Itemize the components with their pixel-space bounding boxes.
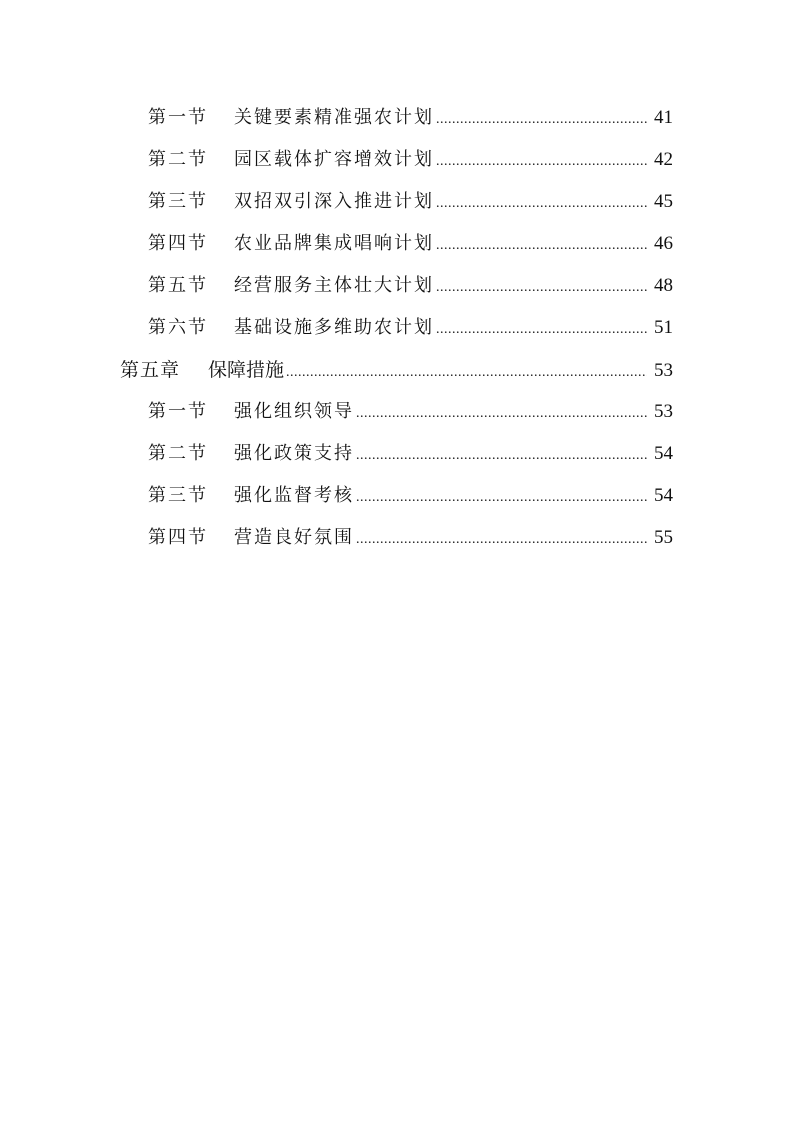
toc-entry-title: 双招双引深入推进计划 <box>234 191 434 212</box>
toc-entry-page: 54 <box>654 485 673 506</box>
toc-entry-number: 第一节 <box>148 107 208 128</box>
toc-entry-number: 第二节 <box>148 149 208 170</box>
toc-leader-dots <box>356 435 647 477</box>
toc-leader-dots <box>356 477 647 519</box>
toc-entry-number: 第二节 <box>148 443 208 464</box>
toc-chapter-title: 保障措施 <box>208 359 285 381</box>
toc-entry[interactable] <box>148 223 673 265</box>
toc-entry-title: 关键要素精准强农计划 <box>234 107 434 128</box>
toc-entry-title: 园区载体扩容增效计划 <box>234 149 434 170</box>
toc-entry-page: 51 <box>654 317 673 338</box>
toc-entry-title: 营造良好氛围 <box>234 527 354 548</box>
toc-entry-page: 46 <box>654 233 673 254</box>
toc-entry-page: 48 <box>654 275 673 296</box>
toc-leader-dots <box>436 225 647 267</box>
toc-entry-page: 42 <box>654 149 673 170</box>
toc-leader-dots <box>436 309 647 351</box>
toc-entry[interactable] <box>148 475 673 517</box>
toc-entry-number: 第四节 <box>148 233 208 254</box>
toc-leader-dots <box>356 393 647 435</box>
toc-leader-dots <box>436 141 647 183</box>
toc-entry-number: 第一节 <box>148 401 208 422</box>
toc-entry-title: 强化组织领导 <box>234 401 354 422</box>
toc-leader-dots <box>436 267 647 309</box>
toc-entry-title: 强化政策支持 <box>234 443 354 464</box>
toc-entry-number: 第三节 <box>148 485 208 506</box>
toc-entry-title: 农业品牌集成唱响计划 <box>234 233 434 254</box>
toc-entry-page: 54 <box>654 443 673 464</box>
toc-entry-page: 53 <box>654 401 673 422</box>
toc-entry-title: 基础设施多维助农计划 <box>234 317 434 338</box>
toc-entry[interactable] <box>148 139 673 181</box>
toc-entry-number: 第六节 <box>148 317 208 338</box>
toc-entry-title: 强化监督考核 <box>234 485 354 506</box>
toc-chapter-number: 第五章 <box>120 359 181 381</box>
toc-entry[interactable] <box>148 517 673 559</box>
toc-leader-dots <box>356 519 647 561</box>
toc-entry-number: 第四节 <box>148 527 208 548</box>
toc-leader-dots <box>436 183 647 225</box>
toc-chapter-entry[interactable] <box>120 349 673 391</box>
toc-entry-title: 经营服务主体壮大计划 <box>234 275 434 296</box>
toc-leader-dots <box>286 352 647 394</box>
toc-entry-page: 55 <box>654 527 673 548</box>
toc-entry-page: 41 <box>654 107 673 128</box>
toc-entry[interactable] <box>148 391 673 433</box>
toc-leader-dots <box>436 99 647 141</box>
toc-entry[interactable] <box>148 307 673 349</box>
toc-entry[interactable] <box>148 433 673 475</box>
toc-entry-page: 45 <box>654 191 673 212</box>
toc-entry-number: 第三节 <box>148 191 208 212</box>
toc-entry[interactable] <box>148 181 673 223</box>
toc-entry-number: 第五节 <box>148 275 208 296</box>
toc-entry[interactable] <box>148 97 673 139</box>
toc-entry[interactable] <box>148 265 673 307</box>
toc-chapter-page: 53 <box>654 360 673 381</box>
